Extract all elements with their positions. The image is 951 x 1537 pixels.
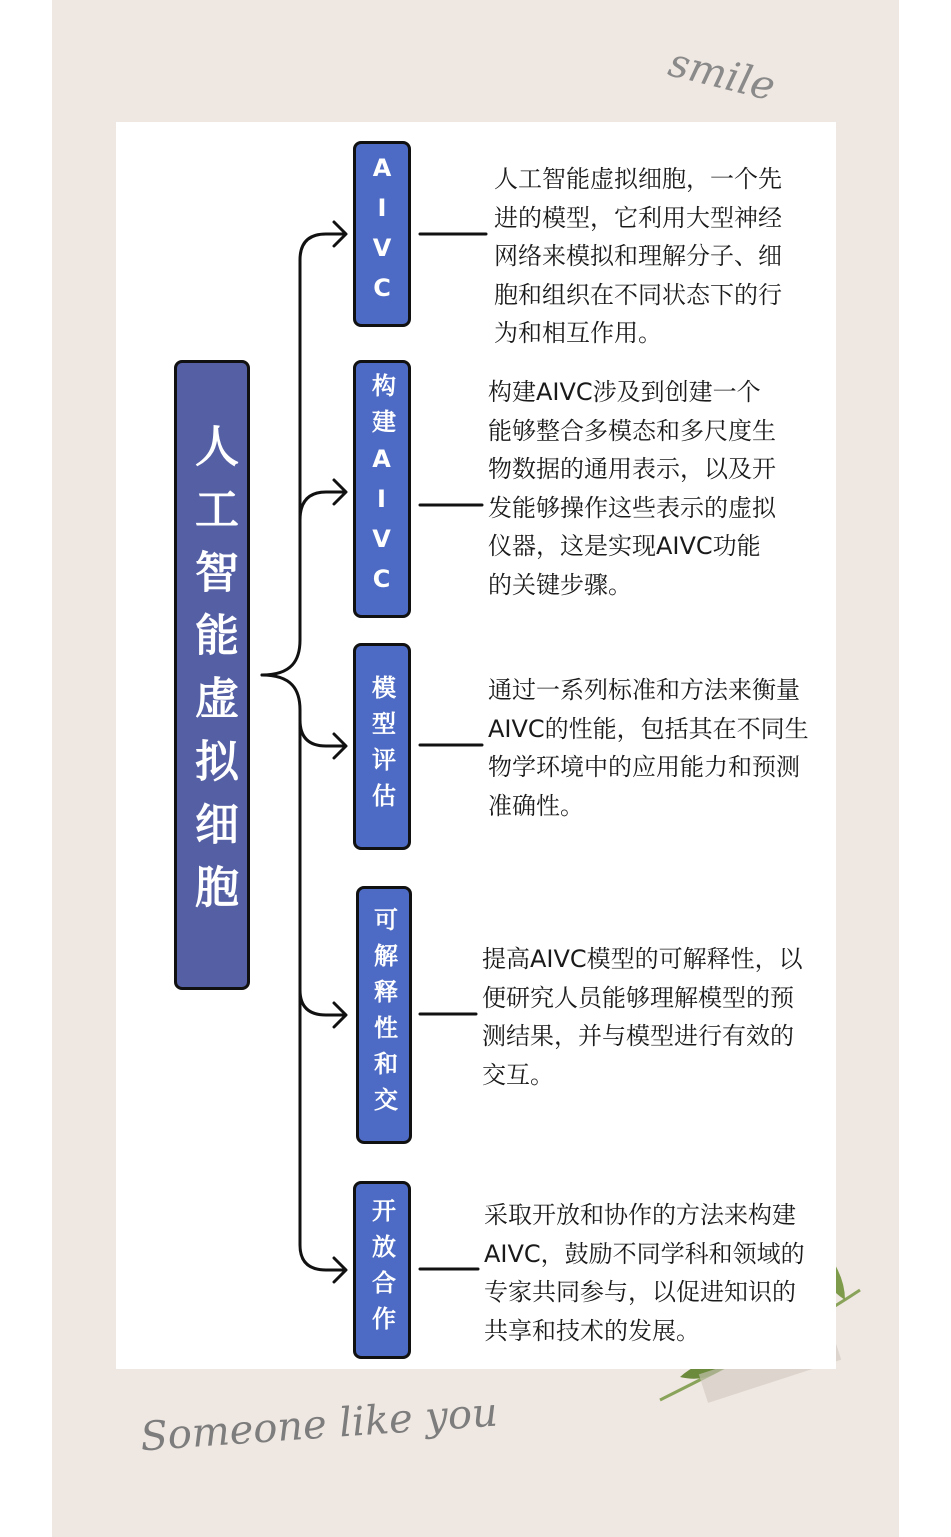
node-build-aivc — [353, 360, 411, 618]
root-node-label: 人工智能虚拟细胞 — [187, 423, 238, 927]
node-aivc-label: AIVC — [368, 154, 396, 314]
node-model-evaluation-label: 模型评估 — [367, 674, 396, 819]
node-build-aivc-description: 构建AIVC涉及到创建一个能够整合多模态和多尺度生物数据的通用表示，以及开发能够操作这些表示的虚拟仪器，这是实现AIVC功能的关键步骤。 — [488, 378, 776, 599]
branch-line-3 — [300, 720, 344, 746]
node-interpretability-description: 提高AIVC模型的可解释性，以便研究人员能够理解模型的预测结果，并与模型进行有效的交互。 — [482, 945, 803, 1089]
branch-line-4 — [300, 990, 344, 1015]
someone-like-you-decoration: Someone like you — [138, 1389, 500, 1461]
root-node — [174, 360, 250, 990]
node-open-collaboration — [353, 1181, 411, 1359]
node-model-evaluation-description: 通过一系列标准和方法来衡量AIVC的性能，包括其在不同生物学环境中的应用能力和预测准确性。 — [488, 676, 809, 820]
branch-line-main — [262, 675, 344, 1270]
node-model-evaluation — [353, 643, 411, 850]
smile-decoration: smile — [664, 39, 780, 111]
node-build-aivc-label: 构建AIVC — [367, 373, 396, 605]
branch-line-1 — [262, 234, 344, 675]
node-open-collaboration-label: 开放合作 — [367, 1198, 396, 1342]
node-aivc-description: 人工智能虚拟细胞，一个先进的模型，它利用大型神经网络来模拟和理解分子、细胞和组织在不同状态下的行为和相互作用。 — [494, 165, 782, 347]
node-interpretability-label: 可解释性和交 — [369, 907, 398, 1123]
node-aivc — [353, 141, 411, 327]
node-open-collaboration-description: 采取开放和协作的方法来构建AIVC，鼓励不同学科和领域的专家共同参与，以促进知识的共享和技术的发展。 — [484, 1201, 805, 1345]
branch-line-2 — [300, 492, 344, 520]
node-interpretability — [356, 886, 412, 1144]
